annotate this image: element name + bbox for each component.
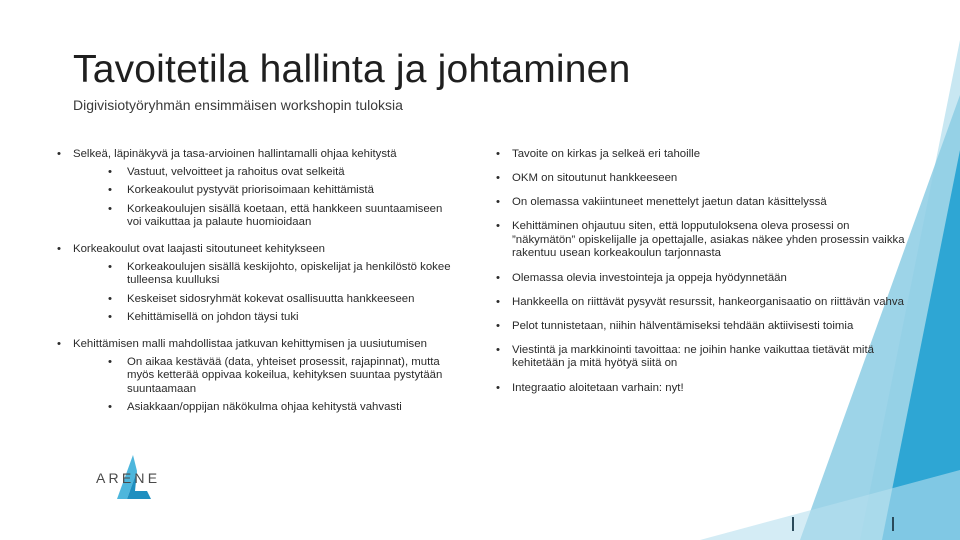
bullet-text: Korkeakoulut ovat laajasti sitoutuneet kehitykseen [73,242,326,255]
right-bullet: • Integraatio aloitetaan varhain: nyt! [494,382,914,396]
footer-divider [792,517,794,531]
sub-bullet: • Korkeakoulujen sisällä koetaan, että hankkeen suuntaamiseen voi vaikuttaa ja palaute huomioidaan [73,203,455,230]
right-column [494,148,914,406]
sub-bullet: • Vastuut, velvoitteet ja rahoitus ovat selkeitä [73,166,455,180]
footer-divider [892,517,894,531]
arene-logo-text: ARENE [96,470,161,486]
right-bullet: • Pelot tunnistetaan, niihin hälventämiseksi tehdään aktiivisesti toimia [494,320,914,334]
bullet-commitment [55,243,455,325]
right-bullet: • Tavoite on kirkas ja selkeä eri tahoille [494,148,914,162]
bullet-text: Selkeä, läpinäkyvä ja tasa-arvioinen hallintamalli ohjaa kehitystä [73,148,397,160]
sub-bullet: • Keskeiset sidosryhmät kokevat osallisuutta hankkeeseen [73,293,455,307]
bullet-development-model [55,338,455,415]
sub-bullet: • Korkeakoulujen sisällä keskijohto, opiskelijat ja henkilöstö kokee tulleensa kuulluksi [73,261,455,288]
bullet-text: Kehittämisen malli mahdollistaa jatkuvan kehittymisen ja uusiutumisen [73,337,427,350]
sub-bullet: • On aikaa kestävää (data, yhteiset prosessit, rajapinnat), mutta myös ketterää oppivaa kokeilua, kehityksen suuntaa pystytään suuntaamaan [73,356,455,397]
bullet-governance [55,148,455,230]
right-bullet: • Viestintä ja markkinointi tavoittaa: ne joihin hanke vaikuttaa tietävät mitä kehitetään ja mitä hyötyä siitä on [494,344,914,371]
sub-bullet: • Asiakkaan/oppijan näkökulma ohjaa kehitystä vahvasti [73,401,455,415]
slide-title: Tavoitetila hallinta ja johtaminen [73,48,631,91]
right-bullet: • OKM on sitoutunut hankkeeseen [494,172,914,186]
sub-bullet: • Kehittämisellä on johdon täysi tuki [73,311,455,325]
right-bullet: • Kehittäminen ohjautuu siten, että lopputuloksena oleva prosessi on ”näkymätön” opiskelijalle ja opettajalle, asiakas näkee yhden prosessin vaikka rakentuu usean korkeakoulun tarjonnasta [494,220,914,261]
slide-subtitle: Digivisiotyöryhmän ensimmäisen workshopin tuloksia [73,97,403,113]
right-bullet: • Hankkeella on riittävät pysyvät resurssit, hankeorganisaatio on riittävän vahva [494,296,914,310]
sub-bullet: • Korkeakoulut pystyvät priorisoimaan kehittämistä [73,184,455,198]
right-bullet: • On olemassa vakiintuneet menettelyt jaetun datan käsittelyssä [494,196,914,210]
right-bullet: • Olemassa olevia investointeja ja oppeja hyödynnetään [494,272,914,286]
left-column [55,148,455,428]
